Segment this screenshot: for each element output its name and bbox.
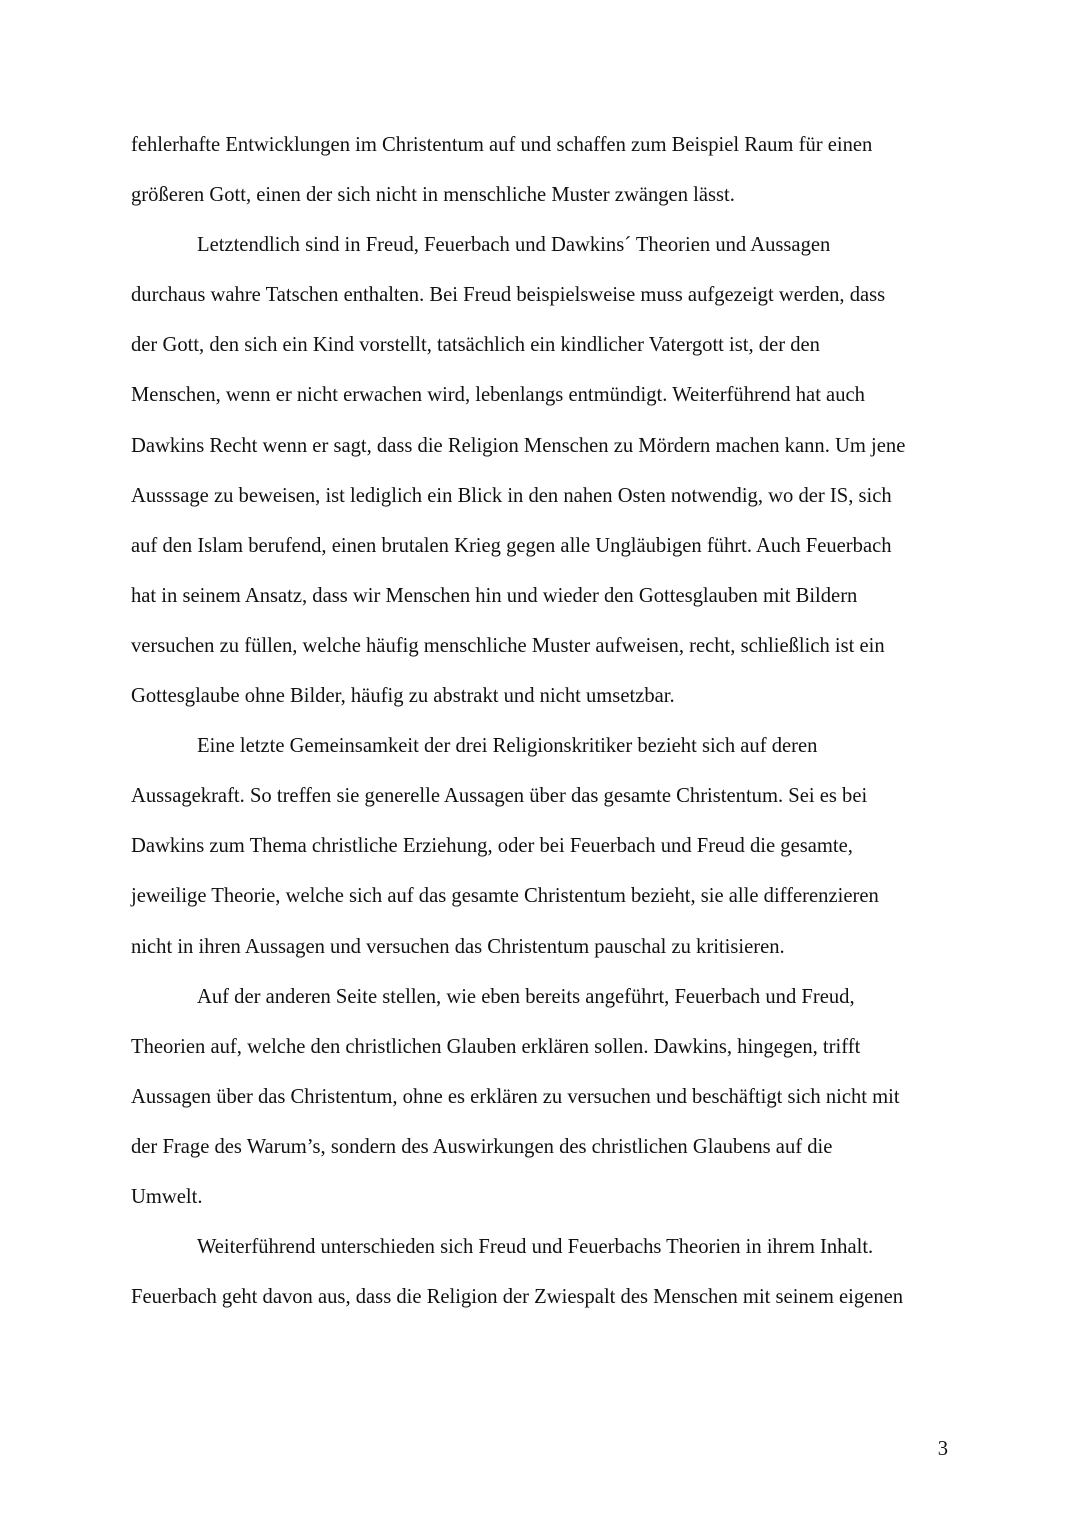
text-line: Gottesglaube ohne Bilder, häufig zu abstrakt und nicht umsetzbar. [131,685,675,708]
text-line: auf den Islam berufend, einen brutalen Krieg gegen alle Ungläubigen führt. Auch Feuerbach [131,534,892,557]
text-line: Eine letzte Gemeinsamkeit der drei Religionskritiker bezieht sich auf deren [197,735,818,758]
text-line: Auf der anderen Seite stellen, wie eben bereits angeführt, Feuerbach und Freud, [197,985,855,1008]
text-line: Ausssage zu beweisen, ist lediglich ein Blick in den nahen Osten notwendig, wo der IS, sich [131,484,892,507]
text-line: nicht in ihren Aussagen und versuchen das Christentum pauschal zu kritisieren. [131,935,785,958]
text-line: der Gott, den sich ein Kind vorstellt, tatsächlich ein kindlicher Vatergott ist, der den [131,334,820,357]
text-line: größeren Gott, einen der sich nicht in menschliche Muster zwängen lässt. [131,184,735,207]
text-line: Aussagen über das Christentum, ohne es erklären zu versuchen und beschäftigt sich nicht mit [131,1085,900,1108]
page-number: 3 [937,1438,948,1460]
text-line: Menschen, wenn er nicht erwachen wird, lebenlangs entmündigt. Weiterführend hat auch [131,384,865,407]
text-line: Umwelt. [131,1185,203,1208]
text-line: Feuerbach geht davon aus, dass die Religion der Zwiespalt des Menschen mit seinem eigenen [131,1286,904,1309]
text-line: jeweilige Theorie, welche sich auf das gesamte Christentum bezieht, sie alle differenzieren [131,885,879,908]
text-line: der Frage des Warum’s, sondern des Auswirkungen des christlichen Glaubens auf die [131,1135,833,1158]
text-line: versuchen zu füllen, welche häufig menschliche Muster aufweisen, recht, schließlich ist ein [131,634,885,657]
text-line: Dawkins zum Thema christliche Erziehung, oder bei Feuerbach und Freud die gesamte, [131,835,853,858]
text-line: Theorien auf, welche den christlichen Glauben erklären sollen. Dawkins, hingegen, trifft [131,1035,861,1058]
text-line: fehlerhafte Entwicklungen im Christentum auf und schaffen zum Beispiel Raum für einen [131,134,873,156]
text-line: hat in seinem Ansatz, dass wir Menschen hin und wieder den Gottesglauben mit Bildern [131,584,858,607]
text-line: Letztendlich sind in Freud, Feuerbach und Dawkins´ Theorien und Aussagen [197,234,831,257]
body-text [131,120,953,1322]
text-line: Dawkins Recht wenn er sagt, dass die Religion Menschen zu Mördern machen kann. Um jene [131,434,906,457]
text-line: durchaus wahre Tatschen enthalten. Bei Freud beispielsweise muss aufgezeigt werden, dass [131,284,886,307]
text-line: Aussagekraft. So treffen sie generelle Aussagen über das gesamte Christentum. Sei es bei [131,785,868,808]
text-line: Weiterführend unterschieden sich Freud und Feuerbachs Theorien in ihrem Inhalt. [197,1236,874,1259]
